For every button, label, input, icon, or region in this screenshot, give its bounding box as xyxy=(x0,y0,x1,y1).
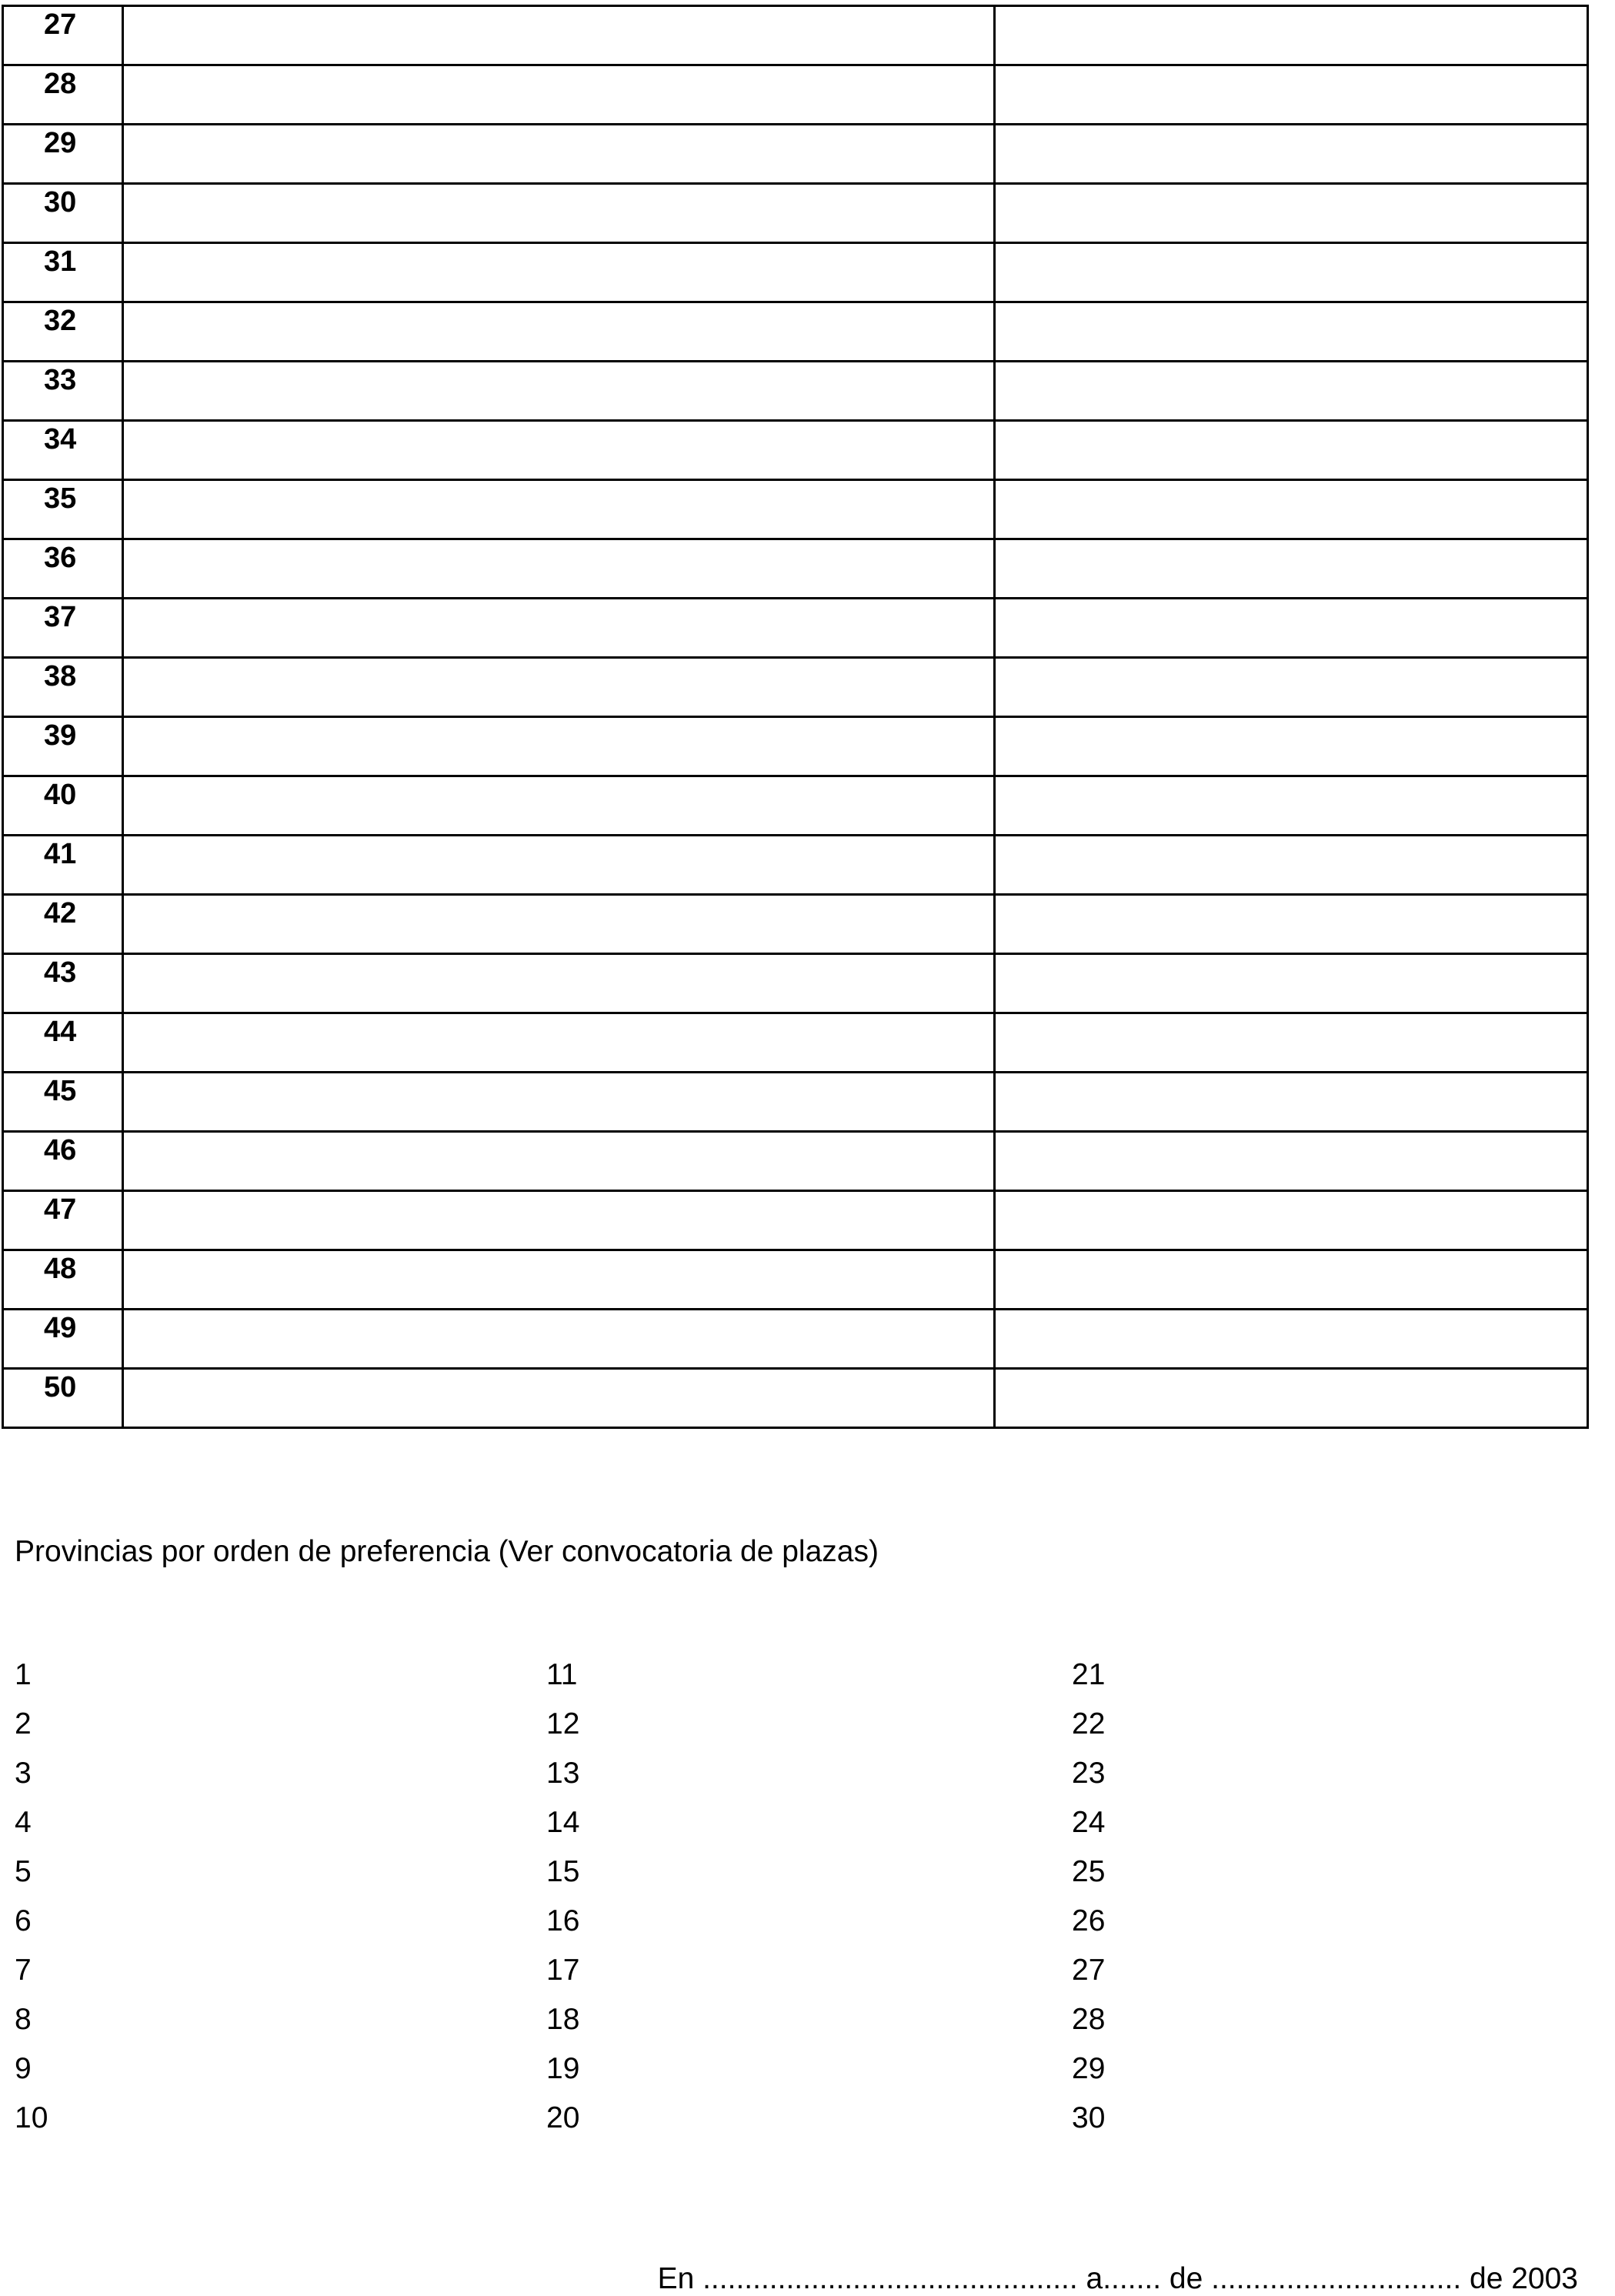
row-number: 49 xyxy=(3,1310,123,1369)
entry-cell[interactable] xyxy=(995,776,1588,836)
entry-cell[interactable] xyxy=(995,1250,1588,1310)
row-number: 50 xyxy=(3,1369,123,1428)
province-slot[interactable]: 14 xyxy=(546,1806,580,1839)
province-slot[interactable]: 21 xyxy=(1072,1658,1106,1691)
province-slot[interactable]: 8 xyxy=(15,2003,32,2036)
row-number: 34 xyxy=(3,421,123,480)
entry-cell[interactable] xyxy=(995,421,1588,480)
entry-cell[interactable] xyxy=(123,480,995,539)
province-slot[interactable]: 11 xyxy=(546,1658,578,1691)
table-row xyxy=(3,954,1588,1013)
row-number: 27 xyxy=(3,6,123,65)
province-slot[interactable]: 1 xyxy=(15,1658,32,1691)
row-number: 39 xyxy=(3,717,123,776)
table-row xyxy=(3,539,1588,599)
entry-cell[interactable] xyxy=(995,184,1588,243)
province-slot[interactable]: 4 xyxy=(15,1806,32,1839)
preferences-table xyxy=(2,5,1589,1429)
row-number: 31 xyxy=(3,243,123,302)
province-slot[interactable]: 30 xyxy=(1072,2101,1106,2134)
province-slot[interactable]: 5 xyxy=(15,1855,32,1888)
table-row xyxy=(3,302,1588,362)
province-slot[interactable]: 13 xyxy=(546,1757,580,1790)
table-row xyxy=(3,65,1588,125)
entry-cell[interactable] xyxy=(123,1013,995,1073)
row-number: 43 xyxy=(3,954,123,1013)
entry-cell[interactable] xyxy=(123,776,995,836)
province-slot[interactable]: 28 xyxy=(1072,2003,1106,2036)
entry-cell[interactable] xyxy=(995,717,1588,776)
table-row xyxy=(3,1310,1588,1369)
table-row xyxy=(3,362,1588,421)
province-slot[interactable]: 16 xyxy=(546,1904,580,1937)
row-number: 47 xyxy=(3,1191,123,1250)
entry-cell[interactable] xyxy=(123,895,995,954)
province-slot[interactable]: 3 xyxy=(15,1757,32,1790)
province-slot[interactable]: 18 xyxy=(546,2003,580,2036)
entry-cell[interactable] xyxy=(123,421,995,480)
entry-cell[interactable] xyxy=(123,1369,995,1428)
entry-cell[interactable] xyxy=(995,302,1588,362)
province-slot[interactable]: 25 xyxy=(1072,1855,1106,1888)
province-slot[interactable]: 7 xyxy=(15,1954,32,1987)
entry-cell[interactable] xyxy=(123,184,995,243)
province-slot[interactable]: 19 xyxy=(546,2052,580,2085)
table-row xyxy=(3,125,1588,184)
table-row xyxy=(3,1013,1588,1073)
entry-cell[interactable] xyxy=(123,243,995,302)
table-row xyxy=(3,6,1588,65)
row-number: 32 xyxy=(3,302,123,362)
entry-cell[interactable] xyxy=(123,1073,995,1132)
province-slot[interactable]: 26 xyxy=(1072,1904,1106,1937)
entry-cell[interactable] xyxy=(123,717,995,776)
province-slot[interactable]: 20 xyxy=(546,2101,580,2134)
row-number: 46 xyxy=(3,1132,123,1191)
province-slot[interactable]: 2 xyxy=(15,1707,32,1740)
province-slot[interactable]: 22 xyxy=(1072,1707,1106,1740)
entry-cell[interactable] xyxy=(995,1073,1588,1132)
table-row xyxy=(3,1073,1588,1132)
entry-cell[interactable] xyxy=(123,1191,995,1250)
entry-cell[interactable] xyxy=(995,6,1588,65)
entry-cell[interactable] xyxy=(995,1310,1588,1369)
province-slot[interactable]: 6 xyxy=(15,1904,32,1937)
table-row xyxy=(3,1369,1588,1428)
row-number: 45 xyxy=(3,1073,123,1132)
row-number: 44 xyxy=(3,1013,123,1073)
table-row xyxy=(3,1250,1588,1310)
province-slot[interactable]: 27 xyxy=(1072,1954,1106,1987)
table-row xyxy=(3,599,1588,658)
entry-cell[interactable] xyxy=(123,836,995,895)
provinces-column-1 xyxy=(15,1650,48,2143)
entry-cell[interactable] xyxy=(995,658,1588,717)
entry-cell[interactable] xyxy=(995,362,1588,421)
province-slot[interactable]: 23 xyxy=(1072,1757,1106,1790)
entry-cell[interactable] xyxy=(995,954,1588,1013)
table-row xyxy=(3,717,1588,776)
table-row xyxy=(3,480,1588,539)
entry-cell[interactable] xyxy=(123,658,995,717)
entry-cell[interactable] xyxy=(123,1132,995,1191)
row-number: 30 xyxy=(3,184,123,243)
table-row xyxy=(3,421,1588,480)
row-number: 40 xyxy=(3,776,123,836)
entry-cell[interactable] xyxy=(995,1132,1588,1191)
entry-cell[interactable] xyxy=(995,480,1588,539)
entry-cell[interactable] xyxy=(123,302,995,362)
province-slot[interactable]: 29 xyxy=(1072,2052,1106,2085)
entry-cell[interactable] xyxy=(123,599,995,658)
row-number: 41 xyxy=(3,836,123,895)
province-slot[interactable]: 15 xyxy=(546,1855,580,1888)
entry-cell[interactable] xyxy=(123,1250,995,1310)
row-number: 36 xyxy=(3,539,123,599)
entry-cell[interactable] xyxy=(123,362,995,421)
row-number: 29 xyxy=(3,125,123,184)
row-number: 42 xyxy=(3,895,123,954)
entry-cell[interactable] xyxy=(995,243,1588,302)
entry-cell[interactable] xyxy=(995,65,1588,125)
entry-cell[interactable] xyxy=(995,1191,1588,1250)
province-slot[interactable]: 24 xyxy=(1072,1806,1106,1839)
entry-cell[interactable] xyxy=(995,125,1588,184)
provinces-column-3 xyxy=(1072,1650,1105,2143)
table-row xyxy=(3,1191,1588,1250)
table-row xyxy=(3,1132,1588,1191)
row-number: 38 xyxy=(3,658,123,717)
row-number: 48 xyxy=(3,1250,123,1310)
entry-cell[interactable] xyxy=(123,1310,995,1369)
row-number: 28 xyxy=(3,65,123,125)
table-row xyxy=(3,243,1588,302)
signature-date-line: En ............................................. a....... de .............................. de 2003 xyxy=(657,2262,1578,2295)
entry-cell[interactable] xyxy=(123,539,995,599)
table-row xyxy=(3,658,1588,717)
row-number: 35 xyxy=(3,480,123,539)
provinces-title: Provincias por orden de preferencia (Ver convocatoria de plazas) xyxy=(15,1535,879,1568)
table-row xyxy=(3,184,1588,243)
entry-cell[interactable] xyxy=(995,539,1588,599)
province-slot[interactable]: 12 xyxy=(546,1707,580,1740)
province-slot[interactable]: 9 xyxy=(15,2052,32,2085)
row-number: 33 xyxy=(3,362,123,421)
entry-cell[interactable] xyxy=(995,1013,1588,1073)
entry-cell[interactable] xyxy=(123,6,995,65)
entry-cell[interactable] xyxy=(123,125,995,184)
table-row xyxy=(3,776,1588,836)
entry-cell[interactable] xyxy=(995,836,1588,895)
entry-cell[interactable] xyxy=(995,895,1588,954)
entry-cell[interactable] xyxy=(995,599,1588,658)
entry-cell[interactable] xyxy=(123,954,995,1013)
table-row xyxy=(3,895,1588,954)
province-slot[interactable]: 10 xyxy=(15,2101,48,2134)
row-number: 37 xyxy=(3,599,123,658)
province-slot[interactable]: 17 xyxy=(546,1954,580,1987)
entry-cell[interactable] xyxy=(123,65,995,125)
provinces-column-2 xyxy=(546,1650,579,2143)
table-row xyxy=(3,836,1588,895)
entry-cell[interactable] xyxy=(995,1369,1588,1428)
